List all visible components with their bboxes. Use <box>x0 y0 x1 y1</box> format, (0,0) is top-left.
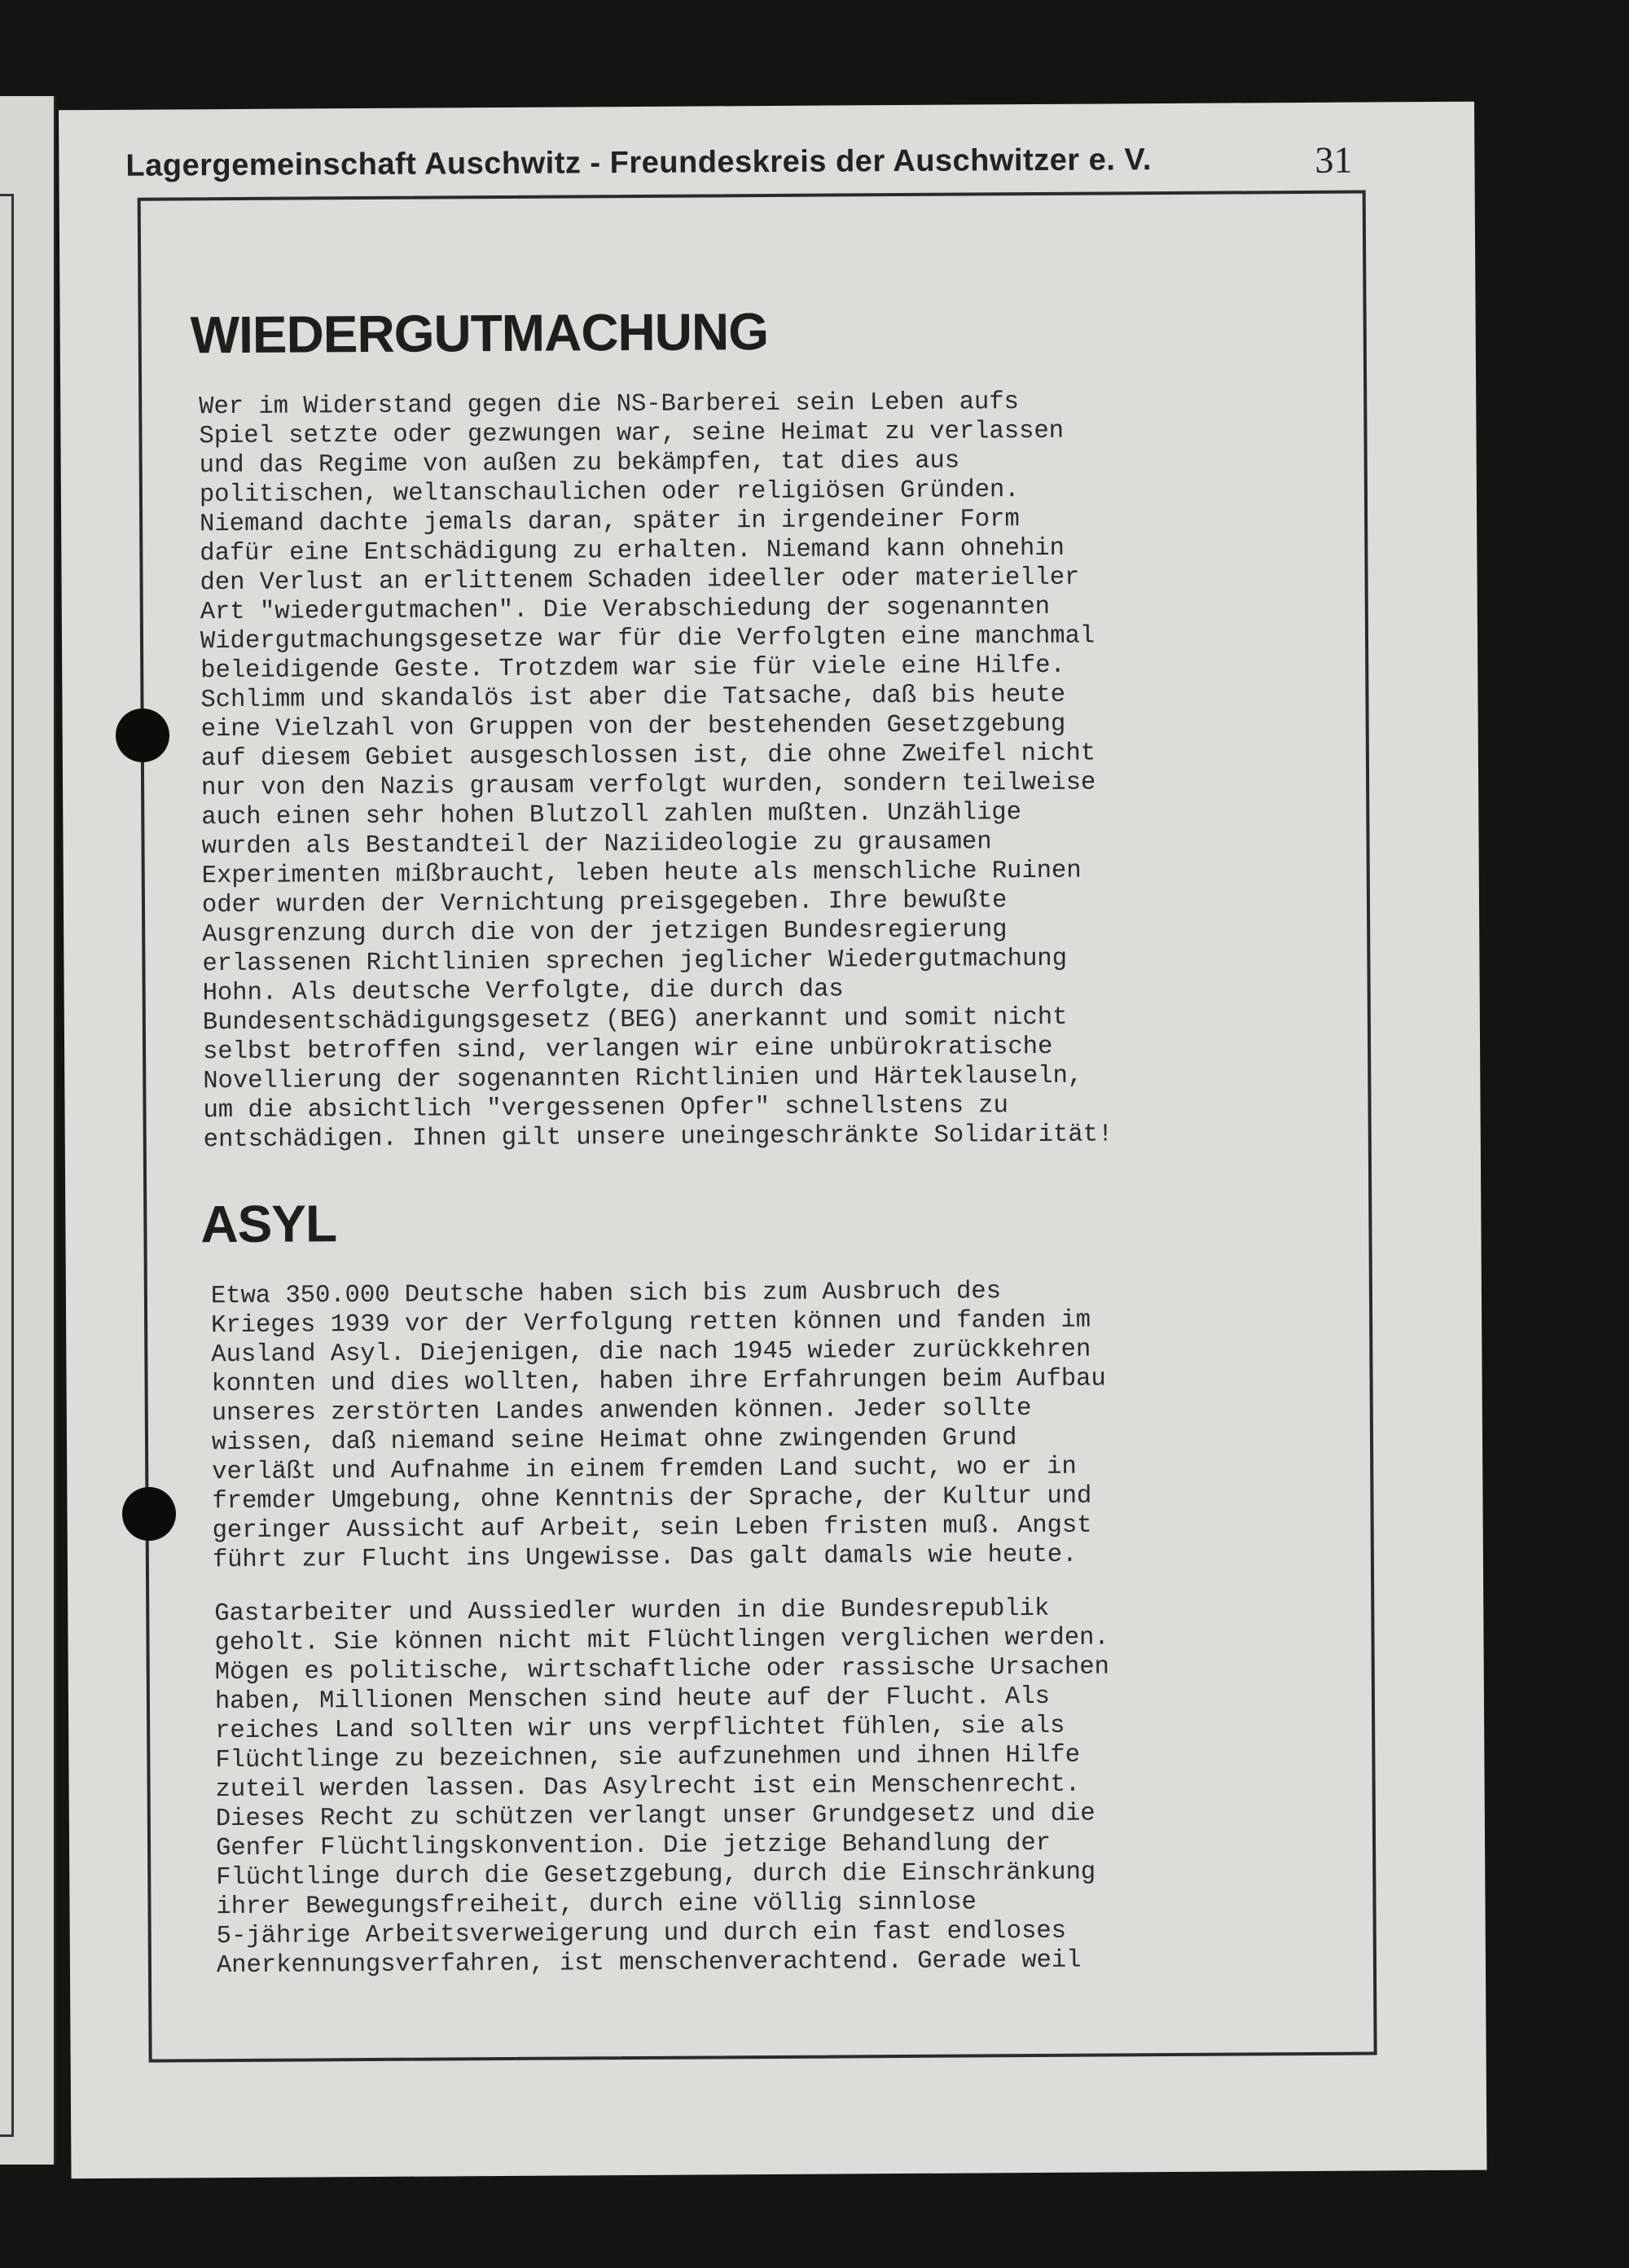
text-line: Spiel setzte oder gezwungen war, seine Heimat zu verlassen <box>199 417 1065 451</box>
text-line: Etwa 350.000 Deutsche haben sich bis zum Ausbruch des <box>210 1278 1002 1311</box>
text-line: Anerkennungsverfahren, ist menschenverachtend. Gerade weil <box>216 1946 1082 1981</box>
text-line: entschädigen. Ihnen gilt unsere uneingeschränkte Solidarität! <box>203 1121 1113 1155</box>
text-line: Mögen es politische, wirtschaftliche oder rassische Ursachen <box>214 1653 1110 1687</box>
section-heading-wiedergutmachung: WIEDERGUTMACHUNG <box>190 301 769 365</box>
text-line: Art "wiedergutmachen". Die Verabschiedung der sogenannten <box>200 593 1051 627</box>
text-line: erlassenen Richtlinien sprechen jeglicher Wiedergutmachung <box>202 945 1068 979</box>
text-line: reiches Land sollten wir uns verpflichtet fühlen, sie als <box>215 1712 1065 1746</box>
text-line: selbst betroffen sind, verlangen wir eine unbürokratische <box>202 1033 1053 1067</box>
text-line: Gastarbeiter und Aussiedler wurden in die Bundesrepublik <box>214 1595 1050 1629</box>
paragraph-asyl-2 <box>214 1594 1111 1981</box>
paragraph-wiedergutmachung <box>199 387 1113 1155</box>
text-line: Novellierung der sogenannten Richtlinien und Härteklauseln, <box>203 1062 1083 1096</box>
page-header-title: Lagergemeinschaft Auschwitz - Freundeskreis der Auschwitzer e. V. <box>125 143 1152 183</box>
text-line: Niemand dachte jemals daran, später in irgendeiner Form <box>200 506 1020 539</box>
text-line: geringer Aussicht auf Arbeit, sein Leben fristen muß. Angst <box>212 1511 1092 1546</box>
section-heading-asyl: ASYL <box>200 1194 337 1254</box>
text-line: Krieges 1939 vor der Verfolgung retten können und fanden im <box>211 1306 1091 1340</box>
text-line: Schlimm und skandalös ist aber die Tatsache, daß bis heute <box>200 681 1066 715</box>
text-line: beleidigende Geste. Trotzdem war sie für viele eine Hilfe. <box>200 651 1065 686</box>
text-line: Experimenten mißbraucht, leben heute als menschliche Ruinen <box>201 857 1082 891</box>
document-page <box>59 102 1486 2179</box>
left-page-frame <box>0 194 14 2137</box>
text-line: ihrer Bewegungsfreiheit, durch eine völlig sinnlose <box>216 1889 977 1922</box>
text-line: zuteil werden lassen. Das Asylrecht ist ein Menschenrecht. <box>215 1770 1081 1805</box>
text-line: oder wurden der Vernichtung preisgegeben. Ihre bewußte <box>201 887 1008 920</box>
text-line: führt zur Flucht ins Ungewisse. Das galt damals wie heute. <box>212 1541 1078 1575</box>
text-line: um die absichtlich "vergessenen Opfer" schnellstens zu <box>203 1092 1008 1125</box>
text-line: Dieses Recht zu schützen verlangt unser Grundgesetz und die <box>215 1800 1096 1834</box>
paragraph-asyl-1 <box>211 1276 1107 1575</box>
text-line: und das Regime von außen zu bekämpfen, tat dies aus <box>199 447 960 480</box>
text-line: haben, Millionen Menschen sind heute auf der Flucht. Als <box>214 1682 1051 1717</box>
punch-hole-lower <box>122 1487 176 1541</box>
text-line: nur von den Nazis grausam verfolgt wurden, sondern teilweise <box>201 769 1096 803</box>
text-line: 5-jährige Arbeitsverweigerung und durch ein fast endloses <box>216 1917 1067 1951</box>
text-line: Bundesentschädigungsgesetz (BEG) anerkannt und somit nicht <box>202 1003 1068 1037</box>
text-line: eine Vielzahl von Gruppen von der bestehenden Gesetzgebung <box>200 710 1066 744</box>
text-line: wurden als Bestandteil der Naziideologie zu grausamen <box>201 828 992 862</box>
text-line: Ausgrenzung durch die von der jetzigen Bundesregierung <box>202 916 1008 950</box>
punch-hole-upper <box>116 708 169 762</box>
text-line: Flüchtlinge durch die Gesetzgebung, durch die Einschränkung <box>216 1858 1096 1893</box>
text-line: konnten und dies wollten, haben ihre Erfahrungen beim Aufbau <box>211 1365 1106 1399</box>
text-line: fremder Umgebung, ohne Kenntnis der Sprache, der Kultur und <box>212 1482 1092 1516</box>
text-line: Flüchtlinge zu bezeichnen, sie aufzunehmen und ihnen Hilfe <box>215 1741 1081 1775</box>
text-line: Wer im Widerstand gegen die NS-Barberei sein Leben aufs <box>199 388 1020 422</box>
text-line: dafür eine Entschädigung zu erhalten. Niemand kann ohnehin <box>200 534 1065 568</box>
text-line: geholt. Sie können nicht mit Flüchtlingen verglichen werden. <box>214 1624 1109 1658</box>
text-line: Ausland Asyl. Diejenigen, die nach 1945 wieder zurückkehren <box>211 1336 1091 1370</box>
text-line: unseres zerstörten Landes anwenden können. Jeder sollte <box>211 1395 1032 1428</box>
text-line: auch einen sehr hohen Blutzoll zahlen mußten. Unzählige <box>201 799 1022 832</box>
text-line: Genfer Flüchtlingskonvention. Die jetzige Behandlung der <box>215 1829 1052 1863</box>
text-line: Widergutmachungsgesetze war für die Verfolgten eine manchmal <box>200 622 1096 656</box>
left-page-edge <box>0 96 56 2165</box>
text-line: politischen, weltanschaulichen oder religiösen Gründen. <box>199 476 1020 510</box>
text-line: den Verlust an erlittenem Schaden ideeller oder materieller <box>200 564 1080 598</box>
text-line: verläßt und Aufnahme in einem fremden Land sucht, wo er in <box>212 1453 1077 1487</box>
page-number: 31 <box>1315 138 1353 181</box>
text-line: Hohn. Als deutsche Verfolgte, die durch das <box>202 976 844 1008</box>
text-line: wissen, daß niemand seine Heimat ohne zwingenden Grund <box>211 1424 1017 1458</box>
text-line: auf diesem Gebiet ausgeschlossen ist, die ohne Zweifel nicht <box>200 739 1096 774</box>
